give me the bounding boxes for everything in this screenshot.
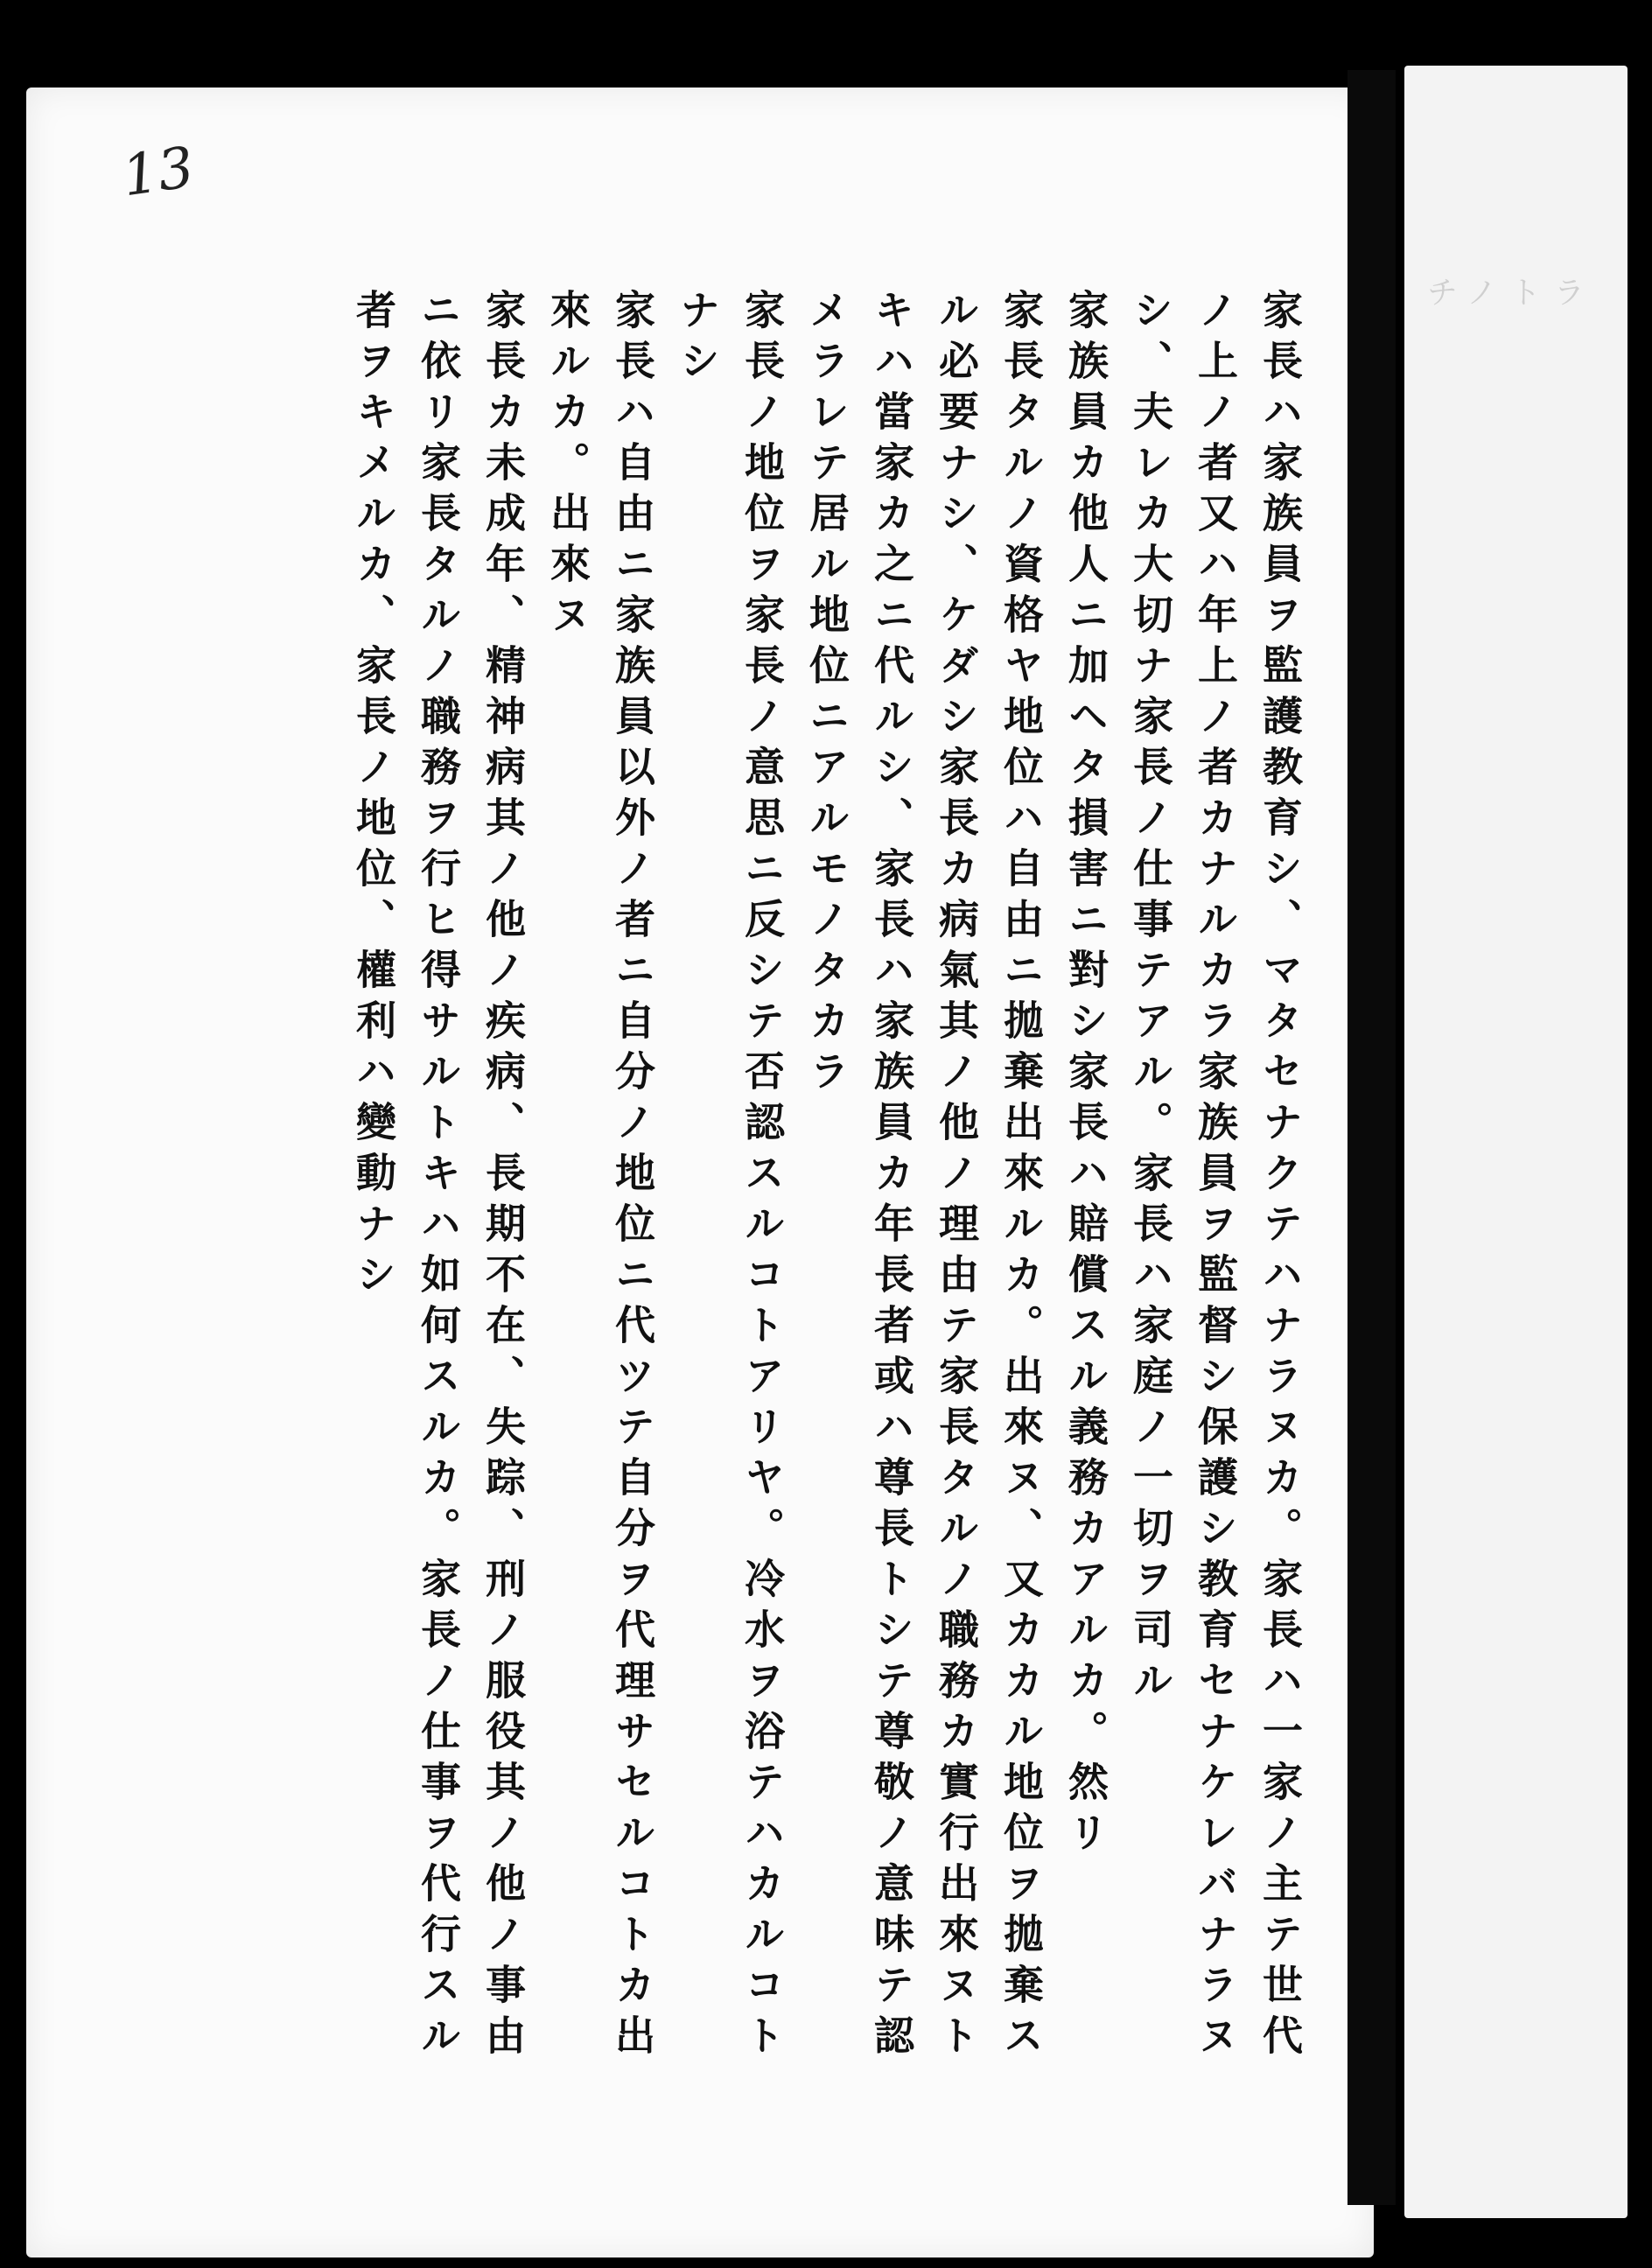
ghost-text-column: チ (1422, 276, 1458, 333)
book-page (26, 88, 1374, 2258)
paragraph: 家長ハ家族員ヲ監護教育シ、マタセナクテハナラヌカ。家長ハ一家ノ主テ世代ノ上ノ者又ハ年上ノ者カナルカラ家族員ヲ監督シ保護シ教育セナケレバナラヌシ、夫レカ大切ナ家長ノ仕事テアル。家長ハ家庭ノ一切ヲ司ル (1127, 289, 1304, 2065)
paragraph: 家長ノ地位ヲ家長ノ意思ニ反シテ否認スルコトアリヤ。冷水ヲ浴テハカルコトナシ (674, 289, 786, 2065)
paragraph: 家長カ未成年、精神病其ノ他ノ疾病、長期不在、失踪、刑ノ服役其ノ他ノ事由ニ依リ家長タルノ職務ヲ行ヒ得サルトキハ如何スルカ。家長ノ仕事ヲ代行スル者ヲキメルカ、家長ノ地位、權利ハ變動ナシ (350, 289, 527, 2065)
paragraph: 家長ハ自由ニ家族員以外ノ者ニ自分ノ地位ニ代ツテ自分ヲ代理サセルコトカ出來ルカ。出來ヌ (544, 289, 656, 2065)
page-number: 13 (118, 135, 199, 210)
paragraph: 家族員カ他人ニ加ヘタ損害ニ對シ家長ハ賠償スル義務カアルカ。然リ (1062, 289, 1110, 1862)
ghost-text-column: ラ (1549, 276, 1585, 333)
paragraph: 家長タルノ資格ヤ地位ハ自由ニ拋棄出來ルカ。出來ヌ、又カカル地位ヲ拋棄スル必要ナシ、ケダシ家長カ病氣其ノ他ノ理由テ家長タルノ職務カ實行出來ヌトキハ當家カ之ニ代ルシ、家長ハ家族員カ年長者或ハ尊長トシテ尊敬ノ意味テ認メラレテ居ル地位ニアルモノタカラ (803, 289, 1045, 2065)
facing-page (1404, 66, 1628, 2218)
ghost-text-column: ト (1505, 276, 1541, 333)
book-binding-spine (1348, 70, 1396, 2205)
vertical-text-body (184, 289, 1312, 2082)
ghost-text-column: ノ (1461, 276, 1497, 333)
